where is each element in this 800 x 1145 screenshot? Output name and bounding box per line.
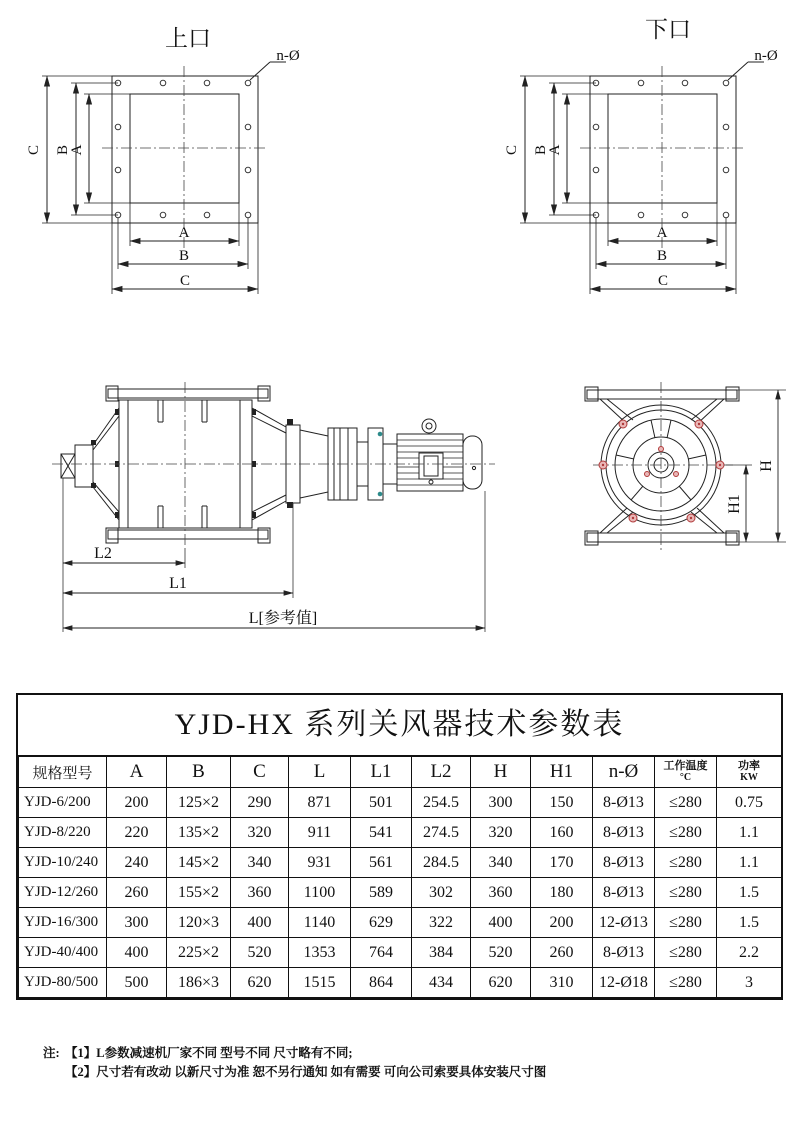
- value-cell: ≤280: [655, 968, 717, 998]
- value-cell: 629: [351, 908, 412, 938]
- value-cell: 254.5: [412, 788, 471, 818]
- value-cell: 1.1: [717, 818, 782, 848]
- dim-b-left: B: [533, 144, 549, 156]
- value-cell: 320: [231, 818, 289, 848]
- top-port-diagram: [26, 26, 300, 294]
- value-cell: 274.5: [412, 818, 471, 848]
- dim-h1-label: H1: [726, 494, 743, 514]
- value-cell: 310: [531, 968, 593, 998]
- value-cell: 3: [717, 968, 782, 998]
- value-cell: 1.1: [717, 848, 782, 878]
- dim-a-bottom: A: [178, 225, 190, 241]
- value-cell: 300: [107, 908, 167, 938]
- model-cell: YJD-8/220: [19, 818, 107, 848]
- dim-h-label: H: [758, 460, 775, 472]
- spec-table-body: [19, 788, 782, 998]
- spec-row: [19, 938, 782, 968]
- value-cell: 541: [351, 818, 412, 848]
- value-cell: 434: [412, 968, 471, 998]
- dim-b-left: B: [55, 144, 71, 156]
- dim-l2-label: L2: [94, 545, 112, 562]
- value-cell: 300: [471, 788, 531, 818]
- value-cell: 2.2: [717, 938, 782, 968]
- model-cell: YJD-40/400: [19, 938, 107, 968]
- dim-c-left: C: [504, 144, 520, 156]
- bottom-port-title: 下口: [645, 17, 691, 42]
- value-cell: 501: [351, 788, 412, 818]
- model-cell: YJD-6/200: [19, 788, 107, 818]
- value-cell: 260: [531, 938, 593, 968]
- value-cell: 360: [471, 878, 531, 908]
- column-header: 功率 KW: [717, 757, 782, 788]
- value-cell: ≤280: [655, 878, 717, 908]
- value-cell: 620: [471, 968, 531, 998]
- value-cell: 155×2: [167, 878, 231, 908]
- value-cell: 120×3: [167, 908, 231, 938]
- column-header: L: [289, 757, 351, 788]
- value-cell: ≤280: [655, 848, 717, 878]
- column-header: H1: [531, 757, 593, 788]
- value-cell: 290: [231, 788, 289, 818]
- value-cell: 520: [471, 938, 531, 968]
- value-cell: 125×2: [167, 788, 231, 818]
- column-header: B: [167, 757, 231, 788]
- value-cell: 284.5: [412, 848, 471, 878]
- flange-diagrams: [0, 0, 800, 345]
- dim-l1-label: L1: [169, 575, 187, 592]
- value-cell: 400: [231, 908, 289, 938]
- dim-a-left: A: [547, 144, 563, 156]
- value-cell: 589: [351, 878, 412, 908]
- column-header: 规格型号: [19, 757, 107, 788]
- value-cell: 911: [289, 818, 351, 848]
- value-cell: 12-Ø18: [593, 968, 655, 998]
- notes: [43, 1044, 546, 1083]
- value-cell: 160: [531, 818, 593, 848]
- dim-l-label: L[参考值]: [248, 610, 318, 627]
- value-cell: 340: [471, 848, 531, 878]
- spec-header-row: [19, 757, 782, 788]
- value-cell: 145×2: [167, 848, 231, 878]
- value-cell: 620: [231, 968, 289, 998]
- value-cell: 1100: [289, 878, 351, 908]
- value-cell: 135×2: [167, 818, 231, 848]
- value-cell: 520: [231, 938, 289, 968]
- note-line: 注: 【1】L参数减速机厂家不同 型号不同 尺寸略有不同;: [43, 1046, 353, 1060]
- column-header: L2: [412, 757, 471, 788]
- value-cell: 200: [531, 908, 593, 938]
- value-cell: 12-Ø13: [593, 908, 655, 938]
- end-view-dimensions: [724, 390, 786, 542]
- value-cell: 931: [289, 848, 351, 878]
- spec-row: [19, 848, 782, 878]
- value-cell: 8-Ø13: [593, 938, 655, 968]
- value-cell: 0.75: [717, 788, 782, 818]
- column-header: L1: [351, 757, 412, 788]
- value-cell: ≤280: [655, 818, 717, 848]
- dim-c-bottom: C: [657, 273, 669, 289]
- value-cell: 360: [231, 878, 289, 908]
- model-cell: YJD-16/300: [19, 908, 107, 938]
- value-cell: 225×2: [167, 938, 231, 968]
- spec-table: [16, 693, 783, 1000]
- value-cell: 186×3: [167, 968, 231, 998]
- value-cell: 8-Ø13: [593, 848, 655, 878]
- value-cell: 170: [531, 848, 593, 878]
- model-cell: YJD-12/260: [19, 878, 107, 908]
- model-cell: YJD-10/240: [19, 848, 107, 878]
- value-cell: 561: [351, 848, 412, 878]
- side-view-drawing: [52, 382, 495, 548]
- value-cell: 340: [231, 848, 289, 878]
- bolt-callout-label: n-Ø: [754, 48, 778, 64]
- dim-c-left: C: [26, 144, 42, 156]
- column-header: 工作温度 °C: [655, 757, 717, 788]
- bolt-callout-label: n-Ø: [276, 48, 300, 64]
- value-cell: 400: [471, 908, 531, 938]
- spec-table-title: YJD-HX 系列关风器技术参数表: [18, 695, 781, 756]
- value-cell: 1140: [289, 908, 351, 938]
- value-cell: 764: [351, 938, 412, 968]
- column-header: A: [107, 757, 167, 788]
- value-cell: 1515: [289, 968, 351, 998]
- value-cell: 240: [107, 848, 167, 878]
- top-port-title: 上口: [165, 26, 211, 51]
- dim-a-bottom: A: [656, 225, 668, 241]
- column-header: H: [471, 757, 531, 788]
- value-cell: 200: [107, 788, 167, 818]
- spec-row: [19, 968, 782, 998]
- value-cell: 500: [107, 968, 167, 998]
- dim-a-left: A: [69, 144, 85, 156]
- value-cell: 320: [471, 818, 531, 848]
- value-cell: 8-Ø13: [593, 878, 655, 908]
- dim-b-bottom: B: [656, 248, 668, 264]
- value-cell: 260: [107, 878, 167, 908]
- value-cell: 322: [412, 908, 471, 938]
- value-cell: 400: [107, 938, 167, 968]
- value-cell: ≤280: [655, 908, 717, 938]
- model-cell: YJD-80/500: [19, 968, 107, 998]
- value-cell: ≤280: [655, 788, 717, 818]
- value-cell: 8-Ø13: [593, 818, 655, 848]
- value-cell: 871: [289, 788, 351, 818]
- value-cell: 180: [531, 878, 593, 908]
- assembly-views: [0, 370, 800, 660]
- value-cell: 384: [412, 938, 471, 968]
- value-cell: 302: [412, 878, 471, 908]
- dim-c-bottom: C: [179, 273, 191, 289]
- value-cell: 1.5: [717, 908, 782, 938]
- value-cell: 864: [351, 968, 412, 998]
- spec-row: [19, 818, 782, 848]
- value-cell: 220: [107, 818, 167, 848]
- bottom-port-diagram: [504, 17, 778, 294]
- value-cell: 150: [531, 788, 593, 818]
- spec-row: [19, 908, 782, 938]
- note-line: 【2】尺寸若有改动 以新尺寸为准 恕不另行通知 如有需要 可向公司索要具体安装尺寸图: [65, 1065, 547, 1080]
- column-header: C: [231, 757, 289, 788]
- dim-b-bottom: B: [178, 248, 190, 264]
- column-header: n-Ø: [593, 757, 655, 788]
- value-cell: ≤280: [655, 938, 717, 968]
- value-cell: 1.5: [717, 878, 782, 908]
- value-cell: 1353: [289, 938, 351, 968]
- spec-row: [19, 788, 782, 818]
- value-cell: 8-Ø13: [593, 788, 655, 818]
- end-view-drawing: [585, 382, 739, 550]
- spec-row: [19, 878, 782, 908]
